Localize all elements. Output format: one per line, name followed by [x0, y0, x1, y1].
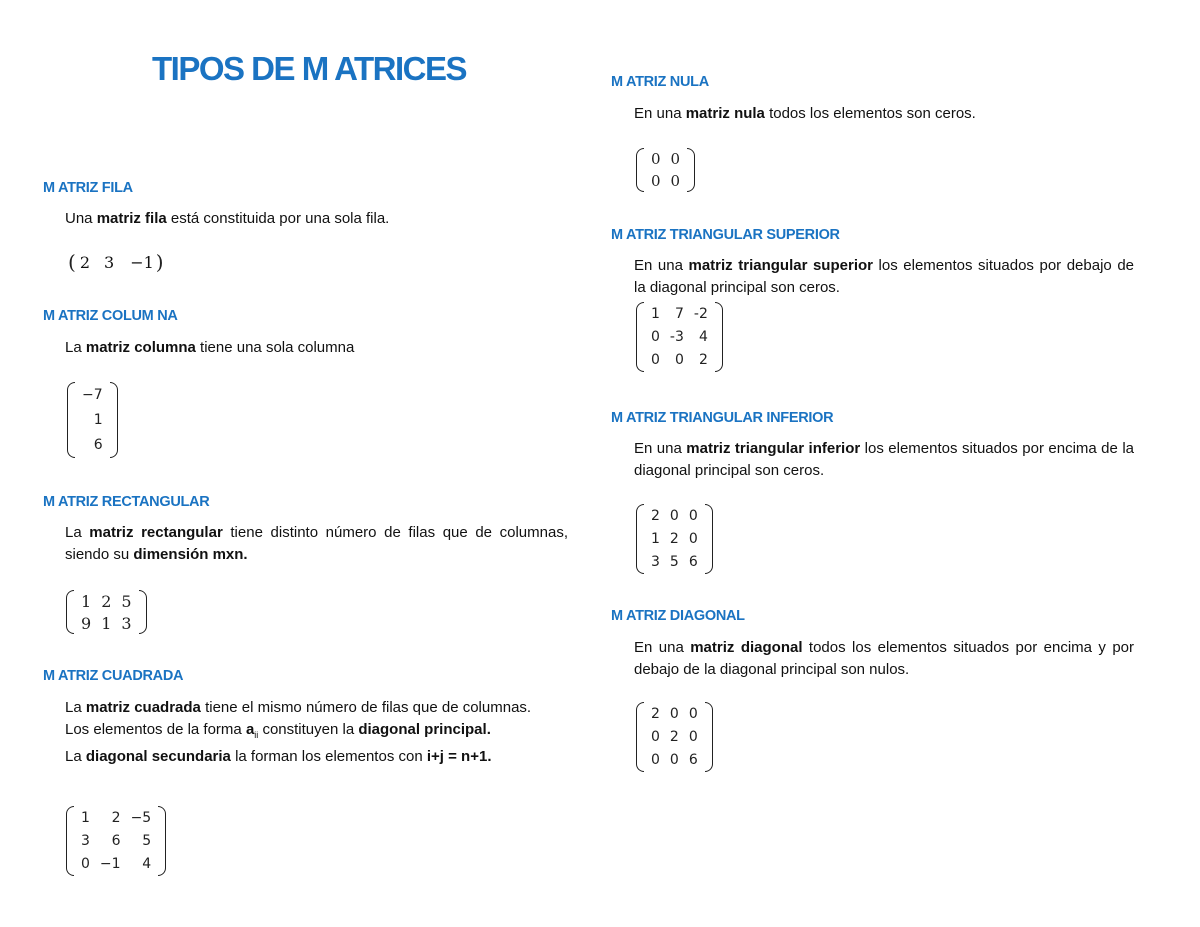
text: Los elementos de la forma [65, 721, 246, 738]
term-diagonal-principal: diagonal principal. [358, 721, 491, 738]
text: En una [634, 440, 687, 457]
matrix-cell: 4 [142, 855, 152, 872]
term-formula: i+j = n+1 [426, 748, 488, 765]
matrix-cell: 6 [93, 436, 103, 453]
term-matriz-fila: matriz fila [96, 210, 167, 227]
matrix-cell: 0 [81, 855, 90, 872]
heading-matriz-cuadrada: M ATRIZ CUADRADA [43, 668, 184, 684]
matrix-cell: 2 [79, 252, 90, 272]
text: tiene una sola columna [195, 339, 355, 356]
term-matriz-triangular-superior: matriz triangular superior [688, 257, 873, 274]
text: La [65, 699, 86, 716]
heading-matriz-columna: M ATRIZ COLUM NA [43, 308, 178, 324]
matrix-cell: 3 [81, 832, 90, 849]
line [65, 719, 568, 746]
matrix-columna [67, 382, 118, 458]
paragraph-matriz-fila [65, 208, 568, 230]
matrix-cell: 5 [121, 591, 132, 611]
matrix-cell: 0 [670, 172, 681, 190]
matrix-cell: 5 [669, 553, 679, 570]
matrix-rectangular [66, 590, 147, 634]
matrix-cell: 6 [688, 751, 698, 768]
text: En una [634, 639, 691, 656]
text: los elementos situados por encima de la diagonal principal son ceros. [634, 440, 1134, 479]
text: todos los elementos son ceros. [764, 105, 976, 122]
paragraph-matriz-columna [65, 337, 568, 359]
matrix-cell: 2 [101, 591, 112, 611]
matrix-left-bracket [66, 806, 74, 876]
term-matriz-cuadrada: matriz cuadrada [85, 699, 201, 716]
matrix-cell: 2 [111, 809, 121, 826]
matrix-diagonal [636, 702, 713, 772]
matrix-cell: 0 [651, 172, 661, 190]
matrix-cell: 0 [651, 150, 661, 168]
text: constituyen la [258, 721, 359, 738]
matrix-right-bracket [715, 302, 723, 372]
matrix-cell: 2 [651, 705, 660, 722]
matrix-right-bracket [687, 148, 695, 192]
text: los elementos situados por debajo de la diagonal principal son ceros. [634, 257, 1134, 296]
matrix-cell: 2 [669, 728, 679, 745]
matrix-cell: 0 [674, 351, 684, 368]
matrix-cell: 0 [670, 150, 681, 168]
matrix-nula [636, 148, 695, 192]
text: . [487, 748, 492, 765]
matrix-cell: −5 [130, 809, 152, 826]
text: En una [634, 257, 689, 274]
matrix-cell: 0 [669, 705, 679, 722]
matrix-right-bracket [705, 702, 713, 772]
term-matriz-columna: matriz columna [85, 339, 196, 356]
matrix-cell: 1 [651, 305, 660, 322]
matrix-cell: -2 [693, 305, 708, 322]
matrix-left-bracket [636, 504, 644, 574]
matrix-left-bracket [67, 382, 75, 458]
matrix-left-bracket [66, 590, 74, 634]
matrix-cell: −7 [82, 386, 103, 403]
heading-matriz-triangular-inferior: M ATRIZ TRIANGULAR INFERIOR [611, 410, 834, 426]
text: La [65, 339, 86, 356]
matrix-right-bracket [139, 590, 147, 634]
matrix-cell: 3 [104, 252, 115, 272]
term-diagonal-secundaria: diagonal secundaria [85, 748, 231, 765]
paragraph-matriz-diagonal [634, 637, 1134, 681]
text: la forman los elementos con [230, 748, 427, 765]
matrix-cell: −1 [130, 252, 154, 272]
term-matriz-triangular-inferior: matriz triangular inferior [686, 440, 861, 457]
text: Una [65, 210, 97, 227]
text: está constituida por una sola fila. [166, 210, 390, 227]
text: La [65, 524, 90, 541]
matrix-cell: 1 [93, 411, 103, 428]
text: tiene el mismo número de filas que de columnas. [200, 699, 532, 716]
paragraph-matriz-triangular-inferior [634, 438, 1134, 482]
matrix-cell: 9 [81, 613, 92, 633]
matrix-cell: 0 [651, 751, 660, 768]
matrix-cell: 2 [669, 530, 679, 547]
matrix-cell: 6 [688, 553, 698, 570]
matrix-cell: 6 [111, 832, 121, 849]
matrix-cell: 7 [674, 305, 684, 322]
matrix-fila [68, 250, 164, 274]
line [65, 746, 568, 768]
matrix-cell: 1 [101, 613, 112, 633]
matrix-cell: 0 [688, 530, 698, 547]
matrix-cell: 3 [121, 613, 132, 633]
paragraph-matriz-triangular-superior [634, 255, 1134, 299]
matrix-cuadrada [66, 806, 166, 876]
matrix-cell: 0 [688, 728, 698, 745]
matrix-right-bracket [158, 806, 166, 876]
matrix-triangular-superior [636, 302, 723, 372]
matrix-left-bracket [636, 148, 644, 192]
matrix-cell: 0 [651, 328, 660, 345]
element-a: a [245, 721, 255, 738]
matrix-right-bracket [705, 504, 713, 574]
term-matriz-nula: matriz nula [685, 105, 765, 122]
line [65, 697, 568, 719]
left-paren: ( [68, 250, 76, 274]
text: tiene distinto número de filas que de columnas, siendo su [65, 524, 568, 563]
matrix-right-bracket [110, 382, 118, 458]
matrix-cell: -3 [669, 328, 684, 345]
text: La [65, 748, 86, 765]
right-paren: ) [155, 250, 164, 274]
matrix-cell: 0 [669, 507, 679, 524]
matrix-left-bracket [636, 702, 644, 772]
matrix-cell: 0 [688, 705, 698, 722]
heading-matriz-rectangular: M ATRIZ RECTANGULAR [43, 494, 210, 510]
matrix-cell: 0 [669, 751, 679, 768]
matrix-cell: 1 [651, 530, 660, 547]
term-matriz-diagonal: matriz diagonal [690, 639, 803, 656]
subscript: ii [254, 730, 259, 740]
matrix-cell: 3 [651, 553, 660, 570]
paragraph-matriz-nula [634, 103, 1134, 125]
matrix-cell: 2 [698, 351, 708, 368]
term-dimension: dimensión mxn. [133, 546, 248, 563]
text: En una [634, 105, 686, 122]
heading-matriz-nula: M ATRIZ NULA [611, 74, 709, 90]
matrix-cell: 0 [651, 728, 660, 745]
term-matriz-rectangular: matriz rectangular [89, 524, 223, 541]
heading-matriz-diagonal: M ATRIZ DIAGONAL [611, 608, 745, 624]
paragraph-matriz-rectangular [65, 522, 568, 566]
text: todos los elementos situados por encima y por debajo de la diagonal principal son nulos. [634, 639, 1134, 678]
matrix-cell: −1 [99, 855, 121, 872]
matrix-cell: 1 [81, 809, 90, 826]
page-title: TIPOS DE M ATRICES [152, 50, 467, 87]
paragraph-matriz-cuadrada [65, 697, 568, 768]
matrix-cell: 1 [81, 591, 92, 611]
matrix-cell: 2 [651, 507, 660, 524]
matrix-cell: 0 [688, 507, 698, 524]
matrix-left-bracket [636, 302, 644, 372]
matrix-cell: 5 [142, 832, 152, 849]
heading-matriz-triangular-superior: M ATRIZ TRIANGULAR SUPERIOR [611, 227, 840, 243]
heading-matriz-fila: M ATRIZ FILA [43, 180, 133, 196]
matrix-triangular-inferior [636, 504, 713, 574]
matrix-cell: 4 [698, 328, 708, 345]
matrix-cell: 0 [651, 351, 660, 368]
